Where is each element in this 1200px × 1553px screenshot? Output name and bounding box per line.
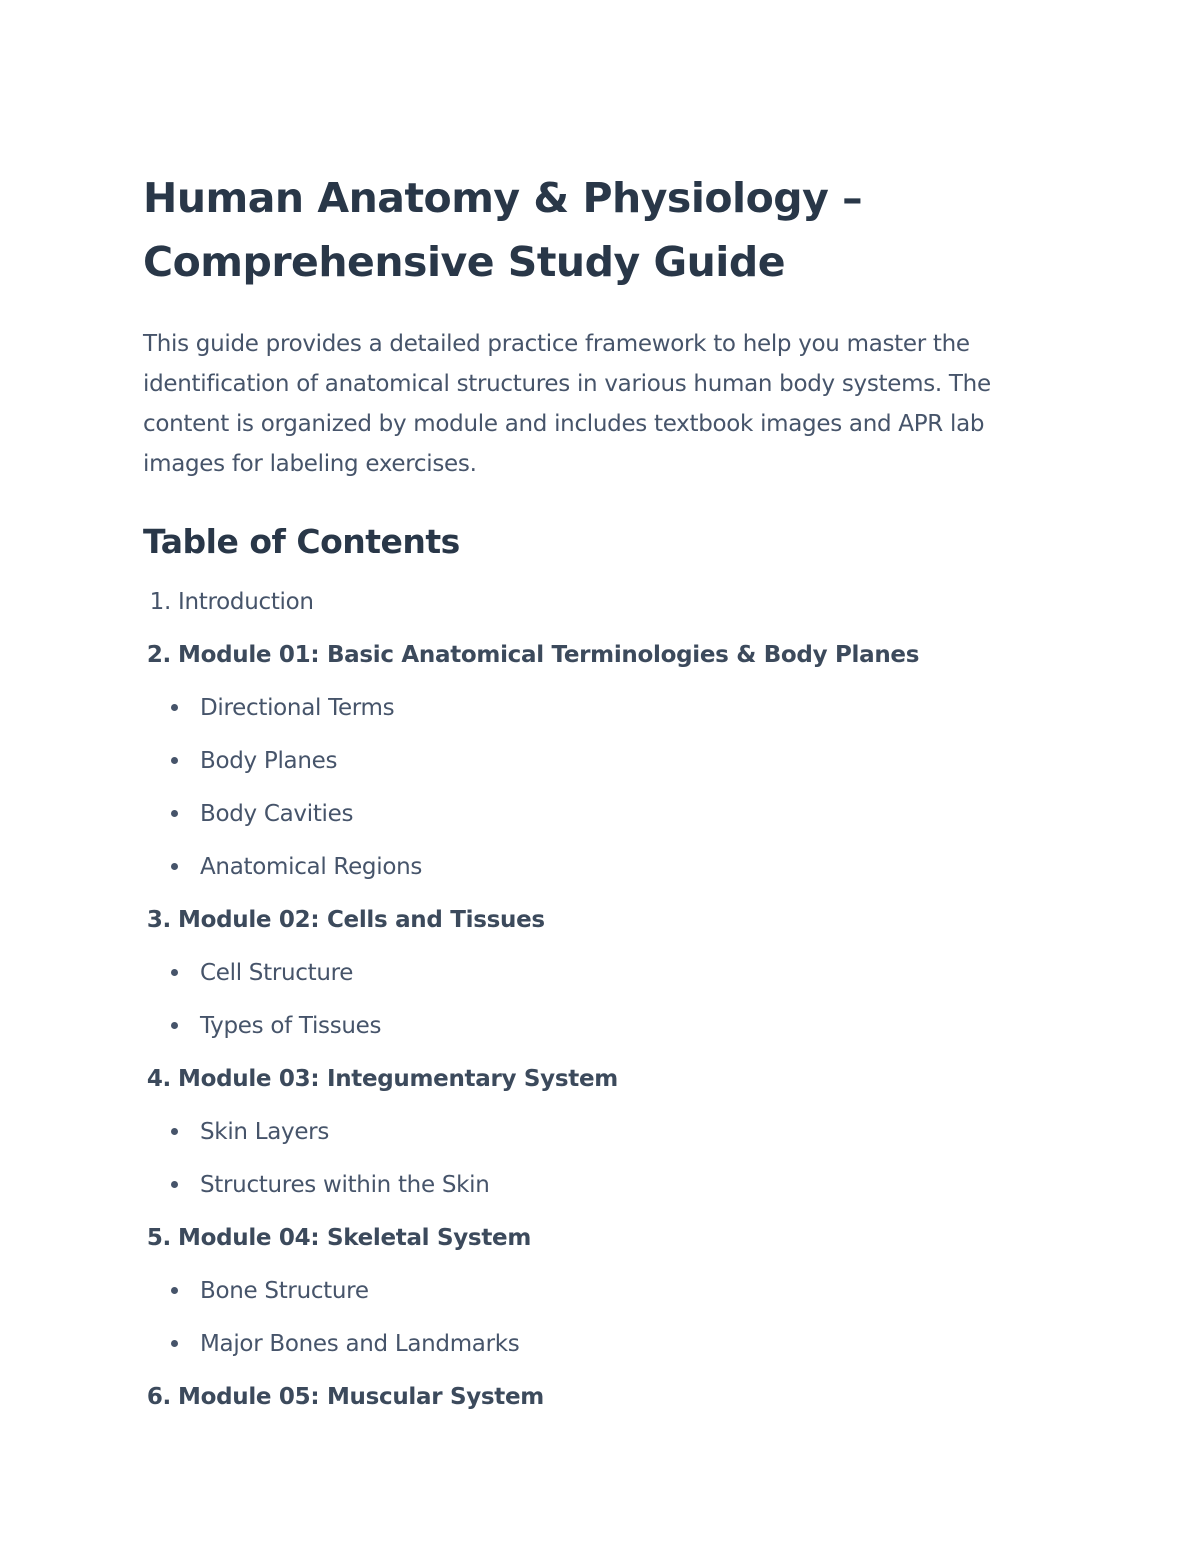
toc-entry [143, 1224, 1063, 1383]
page-title-line-1: Human Anatomy & Physiology – [143, 174, 863, 222]
toc-entry-number: 5. [146, 1225, 171, 1251]
toc-sublist [143, 959, 1063, 1065]
toc-subitem-label: Body Planes [200, 748, 338, 774]
toc-subitem[interactable] [143, 1012, 1063, 1065]
toc-sublist [143, 694, 1063, 906]
bullet-icon [171, 969, 178, 976]
toc-subitem-label: Anatomical Regions [200, 854, 423, 880]
bullet-icon [171, 1181, 178, 1188]
toc-subitem-label: Directional Terms [200, 695, 395, 721]
intro-paragraph: This guide provides a detailed practice framework to help you master the identification of anatomical structures in various human body systems. The content is organized by module and includes textbook images and APR lab images for labeling exercises. [143, 331, 991, 477]
page-title [143, 166, 1063, 294]
page-title-line-2: Comprehensive Study Guide [143, 238, 786, 286]
toc-entry [143, 1065, 1063, 1224]
toc-heading: Table of Contents [143, 522, 460, 561]
toc-subitem[interactable] [143, 1118, 1063, 1171]
toc-entry [143, 1383, 1063, 1436]
toc-entry [143, 588, 1063, 641]
bullet-icon [171, 1022, 178, 1029]
toc-subitem[interactable] [143, 853, 1063, 906]
bullet-icon [171, 757, 178, 764]
toc-entry [143, 641, 1063, 906]
toc-subitem[interactable] [143, 747, 1063, 800]
toc-entry-label: Module 02: Cells and Tissues [178, 907, 545, 933]
toc-subitem[interactable] [143, 1277, 1063, 1330]
toc-entry-line[interactable] [143, 1065, 1063, 1118]
toc-entry-line[interactable] [143, 1383, 1063, 1436]
toc-subitem-label: Body Cavities [200, 801, 354, 827]
toc-subitem-label: Bone Structure [200, 1278, 369, 1304]
toc-subitem[interactable] [143, 694, 1063, 747]
toc-entry-line[interactable] [143, 641, 1063, 694]
toc-sublist [143, 1277, 1063, 1383]
toc-sublist [143, 1118, 1063, 1224]
toc-entry-line[interactable] [143, 1224, 1063, 1277]
toc-subitem-label: Cell Structure [200, 960, 354, 986]
table-of-contents [143, 588, 1063, 1436]
toc-entry-label: Introduction [178, 589, 314, 615]
bullet-icon [171, 810, 178, 817]
toc-entry-label: Module 04: Skeletal System [178, 1225, 531, 1251]
bullet-icon [171, 1340, 178, 1347]
document-page [143, 166, 1063, 1436]
toc-entry-label: Module 01: Basic Anatomical Terminologies & Body Planes [178, 642, 920, 668]
toc-entry-number: 1. [149, 589, 171, 615]
toc-subitem[interactable] [143, 1171, 1063, 1224]
bullet-icon [171, 1128, 178, 1135]
toc-entry-number: 3. [146, 907, 171, 933]
toc-entry-label: Module 05: Muscular System [178, 1384, 544, 1410]
bullet-icon [171, 863, 178, 870]
toc-subitem-label: Types of Tissues [200, 1013, 382, 1039]
toc-subitem[interactable] [143, 1330, 1063, 1383]
toc-entry-label: Module 03: Integumentary System [178, 1066, 618, 1092]
toc-subitem-label: Skin Layers [200, 1119, 330, 1145]
toc-subitem[interactable] [143, 800, 1063, 853]
toc-entry-number: 2. [146, 642, 171, 668]
toc-subitem-label: Major Bones and Landmarks [200, 1331, 520, 1357]
toc-entry [143, 906, 1063, 1065]
toc-subitem[interactable] [143, 959, 1063, 1012]
toc-entry-line[interactable] [143, 906, 1063, 959]
bullet-icon [171, 704, 178, 711]
toc-subitem-label: Structures within the Skin [200, 1172, 490, 1198]
toc-entry-number: 6. [146, 1384, 171, 1410]
bullet-icon [171, 1287, 178, 1294]
toc-entry-line[interactable] [143, 588, 1063, 641]
toc-entry-number: 4. [146, 1066, 171, 1092]
